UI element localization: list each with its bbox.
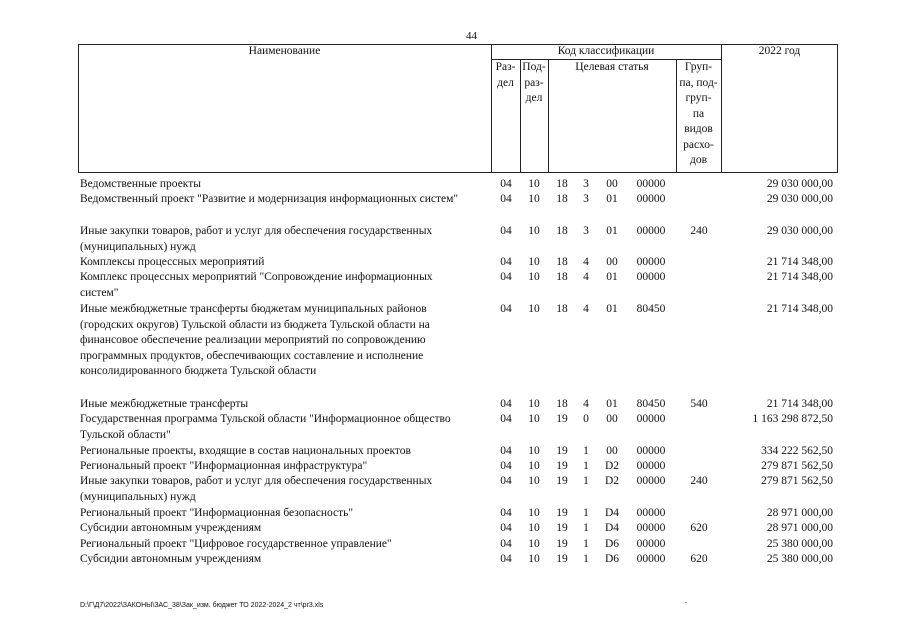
cell-amount: 21 714 348,00: [766, 271, 833, 283]
cell-rz: 04: [500, 538, 512, 550]
cell-c3: D2: [604, 460, 620, 472]
row-name-line: Иные межбюджетные трансферты: [80, 398, 249, 410]
cell-vr: 540: [690, 398, 708, 410]
cell-c1: 18: [556, 193, 568, 205]
header-podrazdel: Под- раз- дел: [522, 61, 546, 104]
cell-c1: 18: [556, 398, 568, 410]
cell-amount: 279 871 562,50: [761, 475, 833, 487]
cell-amount: 29 030 000,00: [766, 178, 833, 190]
cell-c4: 00000: [636, 193, 666, 205]
cell-amount: 21 714 348,00: [766, 398, 833, 410]
cell-c2: 1: [583, 522, 589, 534]
cell-c1: 19: [556, 413, 568, 425]
cell-pr: 10: [528, 522, 540, 534]
cell-c4: 00000: [636, 445, 666, 457]
cell-c2: 1: [583, 538, 589, 550]
header-gruppa: Груп- па, под- груп- па видов расхо- дов: [679, 61, 718, 166]
row-name-line: Ведомственный проект "Развитие и модернизация информационных систем": [80, 193, 459, 205]
cell-c3: D4: [604, 522, 620, 534]
cell-rz: 04: [500, 475, 512, 487]
cell-c2: 3: [583, 193, 589, 205]
cell-pr: 10: [528, 398, 540, 410]
cell-c3: D6: [604, 538, 620, 550]
cell-pr: 10: [528, 553, 540, 565]
row-name-line: программных продуктов, обеспечивающих составление и исполнение: [80, 349, 424, 362]
row-name-line: Региональный проект "Цифровое государственное управление": [80, 538, 392, 550]
cell-c2: 1: [583, 460, 589, 472]
row-name-line: Региональный проект "Информационная безопасность": [80, 507, 354, 519]
cell-c1: 19: [556, 475, 568, 487]
cell-c1: 19: [556, 445, 568, 457]
row-name: [80, 270, 495, 301]
cell-rz: 04: [500, 303, 512, 315]
cell-c1: 18: [556, 271, 568, 283]
row-name: [80, 521, 495, 537]
cell-c3: 00: [606, 178, 618, 190]
cell-c2: 1: [583, 445, 589, 457]
cell-amount: 28 971 000,00: [766, 522, 833, 534]
row-name-line: (муниципальных) нужд: [80, 240, 196, 253]
cell-c4: 00000: [636, 225, 666, 237]
cell-c2: 1: [583, 507, 589, 519]
cell-c4: 00000: [636, 178, 666, 190]
cell-rz: 04: [500, 398, 512, 410]
row-name: [80, 474, 495, 505]
row-name: [80, 459, 495, 475]
row-name: [80, 412, 495, 443]
row-name: [80, 255, 495, 271]
cell-amount: 29 030 000,00: [766, 225, 833, 237]
row-name-line: Ведомственные проекты: [80, 178, 201, 190]
cell-c4: 00000: [636, 271, 666, 283]
cell-pr: 10: [528, 271, 540, 283]
cell-c1: 18: [556, 225, 568, 237]
cell-c3: 01: [606, 271, 618, 283]
header-frame: [78, 44, 838, 173]
cell-c4: 00000: [636, 475, 666, 487]
cell-rz: 04: [500, 522, 512, 534]
cell-c3: 01: [606, 193, 618, 205]
row-name-line: Субсидии автономным учреждениям: [80, 553, 262, 565]
row-name: [80, 224, 495, 255]
cell-pr: 10: [528, 413, 540, 425]
cell-rz: 04: [500, 178, 512, 190]
cell-rz: 04: [500, 225, 512, 237]
cell-c1: 18: [556, 178, 568, 190]
cell-rz: 04: [500, 271, 512, 283]
cell-amount: 21 714 348,00: [766, 256, 833, 268]
cell-pr: 10: [528, 178, 540, 190]
cell-rz: 04: [500, 445, 512, 457]
cell-vr: 240: [690, 475, 708, 487]
cell-c4: 00000: [636, 522, 666, 534]
row-name-line: (городских округов) Тульской области из бюджета Тульской области на: [80, 318, 430, 331]
row-name: [80, 506, 495, 522]
row-name-line: Региональные проекты, входящие в состав национальных проектов: [80, 445, 411, 457]
cell-pr: 10: [528, 460, 540, 472]
cell-c3: D4: [604, 507, 620, 519]
cell-c3: 01: [606, 303, 618, 315]
cell-c2: 1: [583, 475, 589, 487]
row-name-line: (муниципальных) нужд: [80, 490, 196, 503]
cell-rz: 04: [500, 460, 512, 472]
cell-c2: 4: [583, 256, 589, 268]
cell-pr: 10: [528, 475, 540, 487]
cell-c1: 19: [556, 553, 568, 565]
row-name: [80, 192, 495, 208]
cell-pr: 10: [528, 256, 540, 268]
cell-pr: 10: [528, 445, 540, 457]
cell-rz: 04: [500, 507, 512, 519]
cell-c1: 19: [556, 538, 568, 550]
cell-c2: 4: [583, 398, 589, 410]
row-name-line: Иные закупки товаров, работ и услуг для обеспечения государственных: [80, 475, 433, 487]
cell-c2: 4: [583, 271, 589, 283]
header-celevaya: Целевая статья: [575, 61, 649, 73]
cell-c4: 80450: [636, 303, 666, 315]
cell-c3: 00: [606, 256, 618, 268]
row-name-line: Субсидии автономным учреждениям: [80, 522, 262, 534]
row-name-line: финансовое обеспечение реализации мероприятий по сопровождению: [80, 334, 426, 346]
page-number: 44: [466, 30, 477, 42]
cell-c3: D2: [604, 475, 620, 487]
cell-amount: 28 971 000,00: [766, 507, 833, 519]
cell-c4: 80450: [636, 398, 666, 410]
row-name: [80, 177, 495, 193]
row-name: [80, 397, 495, 413]
file-path-footer: D:\Г\Д7\2022\ЗАКОНЫ\ЗАС_38\Зак_изм. бюджет ТО 2022-2024_2 чт\pr3.xls: [80, 602, 324, 609]
cell-c3: D6: [604, 553, 620, 565]
cell-c1: 19: [556, 507, 568, 519]
header-year: 2022 год: [758, 45, 801, 57]
row-name-line: Государственная программа Тульской области "Информационное общество: [80, 413, 451, 425]
cell-c2: 0: [583, 413, 589, 425]
cell-pr: 10: [528, 193, 540, 205]
cell-c4: 00000: [636, 553, 666, 565]
cell-c4: 00000: [636, 413, 666, 425]
row-name-line: Комплекс процессных мероприятий "Сопровождение информационных: [80, 271, 433, 283]
cell-c4: 00000: [636, 460, 666, 472]
cell-amount: 25 380 000,00: [766, 538, 833, 550]
row-name: [80, 552, 495, 568]
cell-pr: 10: [528, 507, 540, 519]
cell-vr: 620: [690, 553, 708, 565]
row-name-line: Региональный проект "Информационная инфраструктура": [80, 460, 368, 472]
cell-c2: 3: [583, 178, 589, 190]
row-name-line: консолидированного бюджета Тульской области: [80, 365, 317, 377]
footer-mark: .: [685, 596, 687, 605]
row-name: [80, 444, 495, 460]
cell-amount: 279 871 562,50: [761, 460, 833, 472]
cell-rz: 04: [500, 553, 512, 565]
cell-amount: 29 030 000,00: [766, 193, 833, 205]
cell-c3: 01: [606, 398, 618, 410]
cell-c1: 18: [556, 256, 568, 268]
cell-c2: 4: [583, 303, 589, 315]
row-name-line: Иные закупки товаров, работ и услуг для обеспечения государственных: [80, 225, 433, 237]
cell-rz: 04: [500, 256, 512, 268]
cell-c1: 19: [556, 460, 568, 472]
row-name-line: Комплексы процессных мероприятий: [80, 256, 265, 268]
cell-c2: 3: [583, 225, 589, 237]
cell-c1: 19: [556, 522, 568, 534]
cell-c4: 00000: [636, 538, 666, 550]
row-name-line: Тульской области": [80, 428, 171, 441]
cell-pr: 10: [528, 538, 540, 550]
cell-rz: 04: [500, 413, 512, 425]
cell-pr: 10: [528, 225, 540, 237]
header-razdel: Раз- дел: [495, 61, 516, 89]
cell-vr: 620: [690, 522, 708, 534]
header-classification: Код классификации: [557, 45, 655, 57]
cell-rz: 04: [500, 193, 512, 205]
cell-vr: 240: [690, 225, 708, 237]
cell-amount: 1 163 298 872,50: [752, 413, 833, 425]
header-name: Наименование: [248, 45, 321, 57]
row-name-line: систем": [80, 286, 119, 299]
cell-pr: 10: [528, 303, 540, 315]
cell-amount: 334 222 562,50: [761, 445, 833, 457]
cell-amount: 25 380 000,00: [766, 553, 833, 565]
cell-c3: 00: [606, 445, 618, 457]
cell-c2: 1: [583, 553, 589, 565]
cell-c4: 00000: [636, 256, 666, 268]
cell-c4: 00000: [636, 507, 666, 519]
row-name-line: Иные межбюджетные трансферты бюджетам муниципальных районов: [80, 303, 427, 315]
cell-amount: 21 714 348,00: [766, 303, 833, 315]
row-name: [80, 302, 495, 380]
cell-c1: 18: [556, 303, 568, 315]
cell-c3: 01: [606, 225, 618, 237]
cell-c3: 00: [606, 413, 618, 425]
row-name: [80, 537, 495, 553]
